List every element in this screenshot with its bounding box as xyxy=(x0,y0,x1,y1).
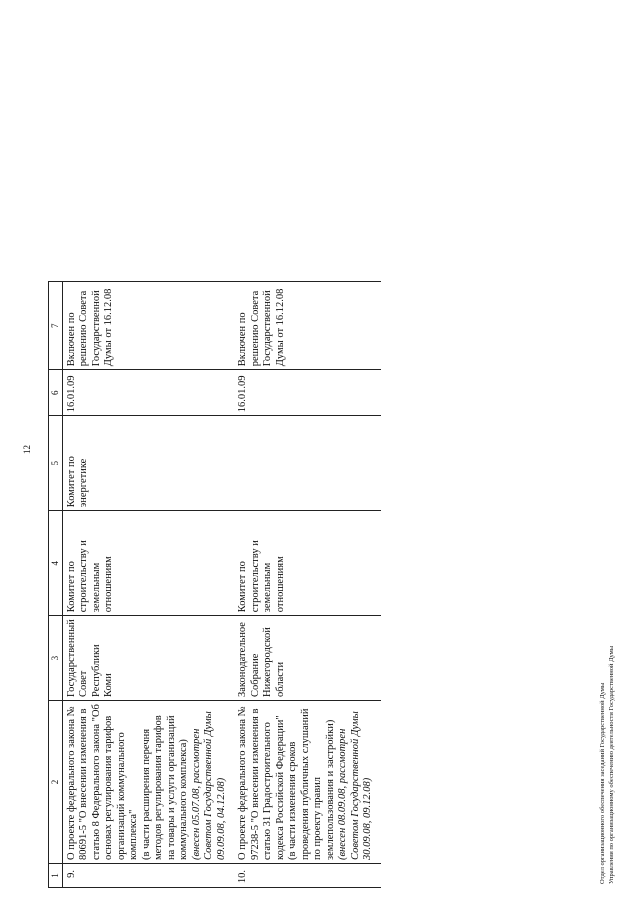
page-number: 12 xyxy=(22,445,32,454)
initiator-cell: Законодательное Собрание Нижегородской области xyxy=(234,616,381,701)
status-cell: Включен по решению Совета Государственной Думы от 16.12.08 xyxy=(234,282,381,370)
column-header: 7 xyxy=(49,282,63,370)
co-committee-cell: Комитет по энергетике xyxy=(62,416,234,511)
footer-line: Отдел организационного обеспечения заседаний Государственной Думы xyxy=(599,682,606,884)
co-committee-cell xyxy=(234,416,381,511)
bill-note: (внесен 05.07.08, рассмотрен Советом Государственной Думы 09.09.08, 04.12.08) xyxy=(190,711,227,860)
column-number-row xyxy=(49,282,63,888)
bill-note: (внесен 08.09.08, рассмотрен Советом Государственной Думы 30.09.08, 09.12.08) xyxy=(337,711,373,860)
table-row xyxy=(62,282,234,888)
initiator-cell: Государственный Совет Республики Коми xyxy=(62,616,234,701)
footer-line: Управления по организационному обеспечению деятельности Государственной Думы xyxy=(608,645,615,884)
column-header: 2 xyxy=(49,701,63,864)
row-number: 9. xyxy=(62,864,234,888)
column-header: 5 xyxy=(49,416,63,511)
column-header: 4 xyxy=(49,511,63,616)
bill-title: О проекте федерального закона № 80691-5 "О внесении изменения в статью 8 Федерального закона "Об основах регулирования тарифов организаций коммунального комплекса" xyxy=(65,704,139,860)
bill-cell xyxy=(62,701,234,864)
responsible-committee-cell: Комитет по строительству и земельным отношениям xyxy=(62,511,234,616)
row-number: 10. xyxy=(234,864,381,888)
status-cell: Включен по решению Совета Государственной Думы от 16.12.08 xyxy=(62,282,234,370)
column-header: 1 xyxy=(49,864,63,888)
date-cell: 16.01.09 xyxy=(234,370,381,416)
agenda-table xyxy=(48,281,381,888)
bill-cell xyxy=(234,701,381,864)
bill-title: О проекте федерального закона № 97238-5 "О внесении изменения в статью 31 Градостроительного кодекса Российской Федерации" xyxy=(237,706,286,860)
date-cell: 16.01.09 xyxy=(62,370,234,416)
responsible-committee-cell: Комитет по строительству и земельным отношениям xyxy=(234,511,381,616)
table-row xyxy=(234,282,381,888)
column-header: 3 xyxy=(49,616,63,701)
column-header: 6 xyxy=(49,370,63,416)
bill-scope: (в части изменения сроков проведения публичных слушаний по проекту правил землепользования и застройки) xyxy=(287,708,336,860)
bill-scope: (в части расширения перечня методов регулирования тарифов на товары и услуги организаций коммунального комплекса) xyxy=(140,715,189,860)
footer xyxy=(598,646,616,884)
